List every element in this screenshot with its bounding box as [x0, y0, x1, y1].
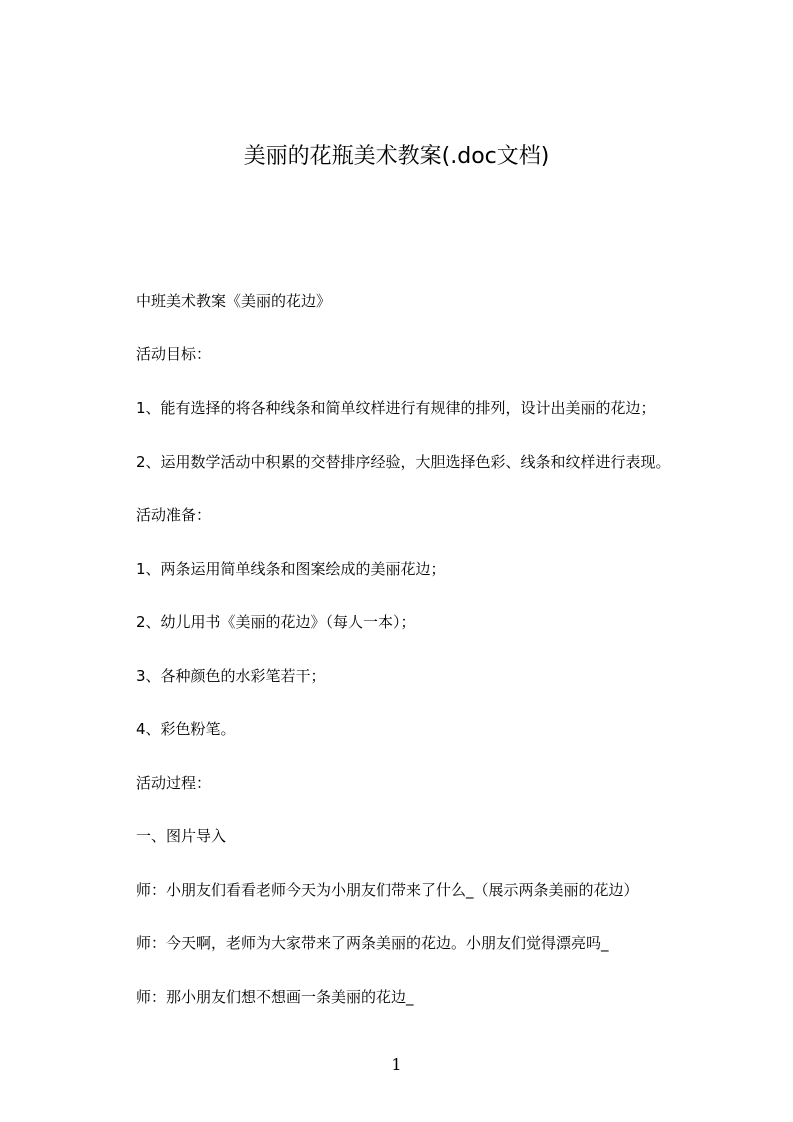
dialogue-line-2: 师：今天啊，老师为大家带来了两条美丽的花边。小朋友们觉得漂亮吗_ — [136, 934, 609, 952]
page-number: 1 — [391, 1055, 402, 1074]
section-heading-goals: 活动目标： — [136, 345, 212, 363]
preparation-item-4: 4、彩色粉笔。 — [136, 720, 236, 738]
section-heading-process: 活动过程： — [136, 774, 212, 792]
section-heading-preparation: 活动准备： — [136, 506, 212, 524]
preparation-item-2: 2、幼儿用书《美丽的花边》（每人一本）； — [136, 613, 416, 631]
goal-item-2: 2、运用数学活动中积累的交替排序经验，大胆选择色彩、线条和纹样进行表现。 — [136, 453, 671, 471]
lesson-title: 中班美术教案《美丽的花边》 — [136, 292, 332, 310]
document-title: 美丽的花瓶美术教案(.doc文档) — [243, 144, 550, 169]
dialogue-line-1: 师：小朋友们看看老师今天为小朋友们带来了什么_（展示两条美丽的花边） — [136, 881, 639, 899]
preparation-item-1: 1、两条运用简单线条和图案绘成的美丽花边； — [136, 560, 446, 578]
goal-item-1: 1、能有选择的将各种线条和简单纹样进行有规律的排列，设计出美丽的花边； — [136, 399, 656, 417]
dialogue-line-3: 师：那小朋友们想不想画一条美丽的花边_ — [136, 988, 414, 1006]
process-step-heading: 一、图片导入 — [136, 827, 227, 845]
preparation-item-3: 3、各种颜色的水彩笔若干； — [136, 667, 326, 685]
